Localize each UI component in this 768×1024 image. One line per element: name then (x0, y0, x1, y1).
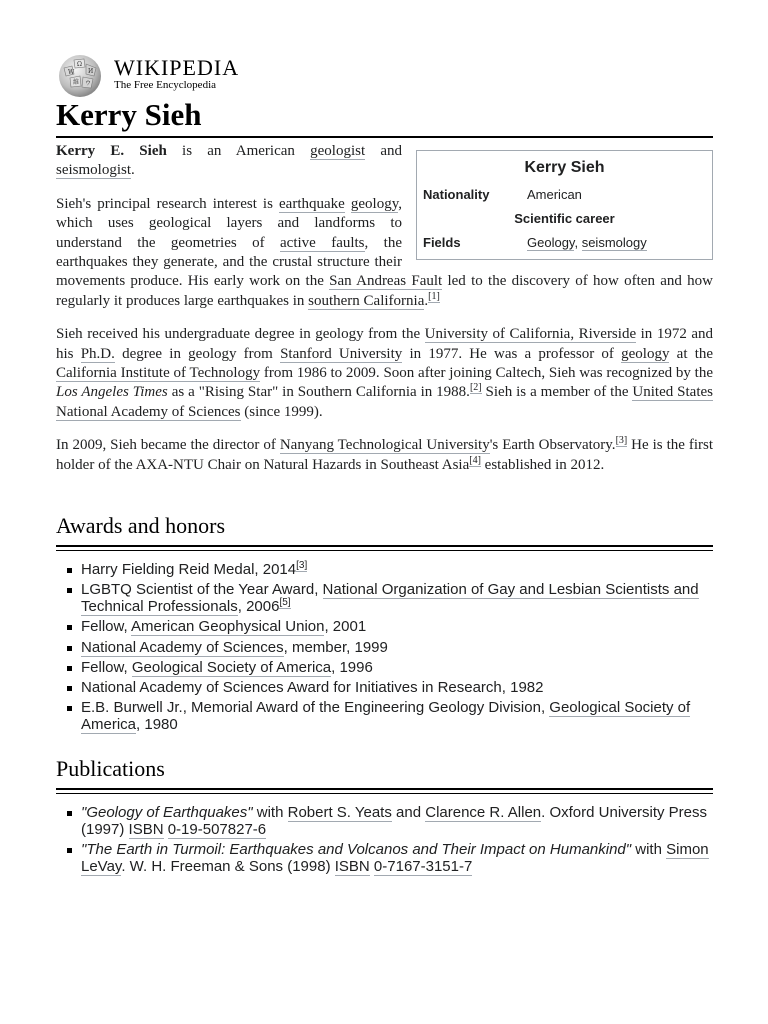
link-earthquake[interactable]: earthquake (279, 195, 345, 212)
page-title: Kerry Sieh (56, 97, 202, 132)
reference-link[interactable]: [4] (469, 454, 481, 466)
section-divider (56, 550, 713, 551)
list-item: Fellow, American Geophysical Union, 2001 (81, 618, 713, 635)
list-item: LGBTQ Scientist of the Year Award, National Organization of Gay and Lesbian Scientists and Technical Professionals, 2006[5] (81, 581, 713, 615)
list-item: Fellow, Geological Society of America, 1996 (81, 659, 713, 676)
subject-name: Kerry E. Sieh (56, 143, 167, 159)
link-seismology[interactable]: seismology (581, 235, 647, 250)
link-active-faults[interactable]: active faults (280, 234, 365, 251)
link-nas[interactable]: United States National Academy of Sciences (56, 384, 714, 420)
article-content (56, 142, 713, 489)
link-seismologist[interactable]: seismologist (56, 162, 132, 179)
list-item: E.B. Burwell Jr., Memorial Award of the Engineering Geology Division, Geological Society of America, 1980 (81, 699, 713, 733)
infobox-value: Geology, seismology (527, 235, 647, 250)
reference-link[interactable]: [3] (615, 435, 628, 447)
list-item: "The Earth in Turmoil: Earthquakes and Volcanos and Their Impact on Humankind" with Simon LeVay. W. H. Freeman & Sons (1998) ISBN 0-7167-3151-7 (81, 841, 713, 875)
intro-paragraph-1: Kerry E. Sieh is an American geologist and seismologist. (56, 143, 402, 179)
link-agu[interactable]: American Geophysical Union (131, 618, 325, 636)
site-header[interactable] (56, 54, 356, 98)
svg-text:И: И (88, 68, 94, 75)
book-title: "The Earth in Turmoil: Earthquakes and Volcanos and Their Impact on Humankind" (81, 841, 632, 859)
link-geology[interactable]: geology (350, 195, 399, 212)
link-stanford[interactable]: Stanford University (280, 345, 403, 362)
site-tagline: The Free Encyclopedia (114, 79, 217, 91)
section-heading-awards: Awards and honors (56, 513, 226, 538)
wikipedia-globe-icon[interactable] (56, 54, 104, 98)
infobox (416, 150, 713, 260)
section-divider (56, 545, 713, 547)
reference-link[interactable]: [2] (469, 382, 482, 394)
link-noglstp[interactable]: National Organization of Gay and Lesbian Scientists and Technical Professionals (81, 581, 699, 616)
svg-text:W: W (68, 69, 75, 76)
svg-text:維: 維 (73, 79, 80, 86)
infobox-subheader: Scientific career (514, 211, 615, 226)
infobox-label: Nationality (423, 187, 490, 202)
infobox-value: American (527, 187, 582, 202)
publication-name: Los Angeles Times (56, 384, 168, 401)
link-isbn[interactable]: ISBN (128, 821, 164, 838)
svg-text:Ω: Ω (77, 61, 82, 68)
awards-section (56, 512, 713, 736)
link-simon-levay[interactable]: Simon LeVay (81, 841, 709, 876)
infobox-row-nationality (423, 183, 706, 207)
link-ntu[interactable]: Nanyang Technological University (279, 437, 490, 454)
title-divider (56, 136, 713, 138)
intro-paragraph-2: Sieh's principal research interest is earthquake geology, which uses geological layers and landforms to understand the geometries of active faults, the earthquakes they generate, and the crustal structure their movements produce. His early work on the San Andreas Fault led to the discovery of how often and how regularly it produces large earthquakes in southern California.[1] (56, 195, 713, 309)
link-isbn[interactable]: ISBN (334, 858, 370, 876)
reference-link[interactable]: [3] (296, 560, 308, 571)
link-phd[interactable]: Ph.D. (80, 345, 115, 362)
list-item: "Geology of Earthquakes" with Robert S. Yeats and Clarence R. Allen. Oxford University Press (1997) ISBN 0-19-507827-6 (81, 804, 713, 838)
link-san-andreas-fault[interactable]: San Andreas Fault (329, 273, 443, 290)
site-wordmark[interactable]: WIKIPEDIA (114, 55, 240, 80)
link-nas[interactable]: National Academy of Sciences (81, 638, 284, 656)
list-item: National Academy of Sciences Award for Initiatives in Research, 1982 (81, 679, 713, 696)
intro-paragraph-3: Sieh received his undergraduate degree in geology from the University of California, Riverside in 1972 and his Ph.D. degree in geology from Stanford University in 1977. He was a professor of geology at the California Institute of Technology from 1986 to 2009. Soon after joining Caltech, Sieh was recognized by the Los Angeles Times as a "Rising Star" in Southern California in 1988.[2] Sieh is a member of the United States National Academy of Sciences (since 1999). (56, 326, 714, 420)
intro-paragraph-4: In 2009, Sieh became the director of Nanyang Technological University's Earth Observatory.[3] He is the first holder of the AXA-NTU Chair on Natural Hazards in Southeast Asia[4] established in 2012. (56, 435, 714, 473)
list-item: National Academy of Sciences, member, 1999 (81, 639, 713, 656)
link-uc-riverside[interactable]: University of California, Riverside (424, 326, 637, 343)
link-isbn-number[interactable]: 0-19-507827-6 (167, 821, 267, 838)
link-caltech[interactable]: California Institute of Technology (56, 365, 261, 382)
link-geology[interactable]: Geology (527, 235, 575, 250)
section-heading-publications: Publications (56, 756, 165, 781)
link-geology[interactable]: geology (621, 345, 670, 362)
link-clarence-allen[interactable]: Clarence R. Allen (425, 804, 542, 821)
infobox-title: Kerry Sieh (524, 159, 605, 176)
link-southern-california[interactable]: southern California (308, 292, 425, 309)
link-robert-yeats[interactable]: Robert S. Yeats (287, 804, 392, 821)
section-divider (56, 793, 713, 794)
list-item: Harry Fielding Reid Medal, 2014[3] (81, 561, 713, 578)
reference-link[interactable]: [1] (428, 290, 440, 302)
section-divider (56, 788, 713, 790)
reference-link[interactable]: [5] (279, 597, 291, 609)
infobox-row-fields (423, 231, 706, 255)
link-geologist[interactable]: geologist (310, 143, 366, 159)
link-isbn-number[interactable]: 0-7167-3151-7 (373, 858, 473, 876)
awards-list (56, 561, 713, 733)
link-gsa[interactable]: Geological Society of America (131, 658, 332, 676)
publications-section (56, 755, 713, 878)
link-gsa[interactable]: Geological Society of America (81, 699, 691, 734)
svg-text:ウ: ウ (85, 80, 92, 87)
book-title: "Geology of Earthquakes" (81, 804, 253, 821)
publications-list (56, 804, 713, 875)
infobox-label: Fields (423, 235, 461, 250)
